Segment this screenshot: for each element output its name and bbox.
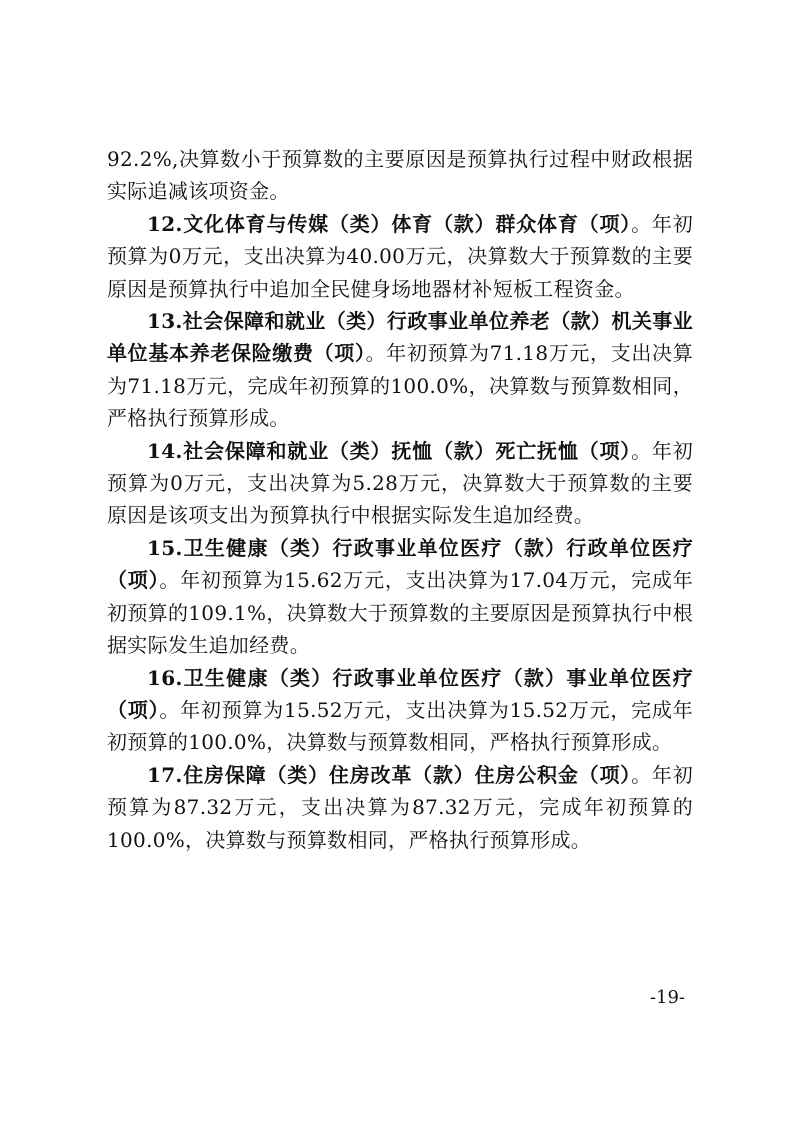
paragraph-17 xyxy=(107,759,693,856)
page-number: -19- xyxy=(649,987,685,1008)
paragraph-text: 。年初预算为87.32万元，支出决算为87.32万元，完成年初预算的100.0%，决算数与预算数相同，严格执行预算形成。 xyxy=(107,762,694,852)
document-body xyxy=(107,143,693,856)
paragraph-text: 92.2%,决算数小于预算数的主要原因是预算执行过程中财政根据实际追减该项资金。 xyxy=(107,147,693,204)
paragraph-heading: 16.卫生健康（类）行政事业单位医疗（款）事业单位医疗（项） xyxy=(107,665,693,722)
paragraph-text: 。年初预算为15.62万元，支出决算为17.04万元，完成年初预算的109.1%，决算数大于预算数的主要原因是预算执行中根据实际发生追加经费。 xyxy=(107,568,694,658)
paragraph-heading: 13.社会保障和就业（类）行政事业单位养老（款）机关事业单位基本养老保险缴费（项） xyxy=(107,309,693,366)
paragraph-15 xyxy=(107,532,693,662)
paragraph-text: 。年初预算为0万元，支出决算为40.00万元，决算数大于预算数的主要原因是预算执行中追加全民健身场地器材补短板工程资金。 xyxy=(107,211,694,301)
paragraph-16 xyxy=(107,662,693,759)
paragraph-13 xyxy=(107,305,693,435)
paragraph-12 xyxy=(107,208,693,305)
paragraph-11-continuation xyxy=(107,143,693,208)
paragraph-text: 。年初预算为71.18万元，支出决算为71.18万元，完成年初预算的100.0%，决算数与预算数相同，严格执行预算形成。 xyxy=(107,341,693,431)
paragraph-heading: 15.卫生健康（类）行政事业单位医疗（款）行政单位医疗（项） xyxy=(107,535,693,593)
paragraph-text: 。年初预算为15.52万元，支出决算为15.52万元，完成年初预算的100.0%，决算数与预算数相同，严格执行预算形成。 xyxy=(107,697,694,755)
paragraph-text: 。年初预算为0万元，支出决算为5.28万元，决算数大于预算数的主要原因是该项支出为预算执行中根据实际发生追加经费。 xyxy=(107,438,694,528)
paragraph-14 xyxy=(107,435,693,532)
paragraph-heading: 17.住房保障（类）住房改革（款）住房公积金（项） xyxy=(147,762,632,787)
paragraph-heading: 14.社会保障和就业（类）抚恤（款）死亡抚恤（项） xyxy=(147,438,632,463)
paragraph-heading: 12.文化体育与传媒（类）体育（款）群众体育（项） xyxy=(147,211,632,236)
